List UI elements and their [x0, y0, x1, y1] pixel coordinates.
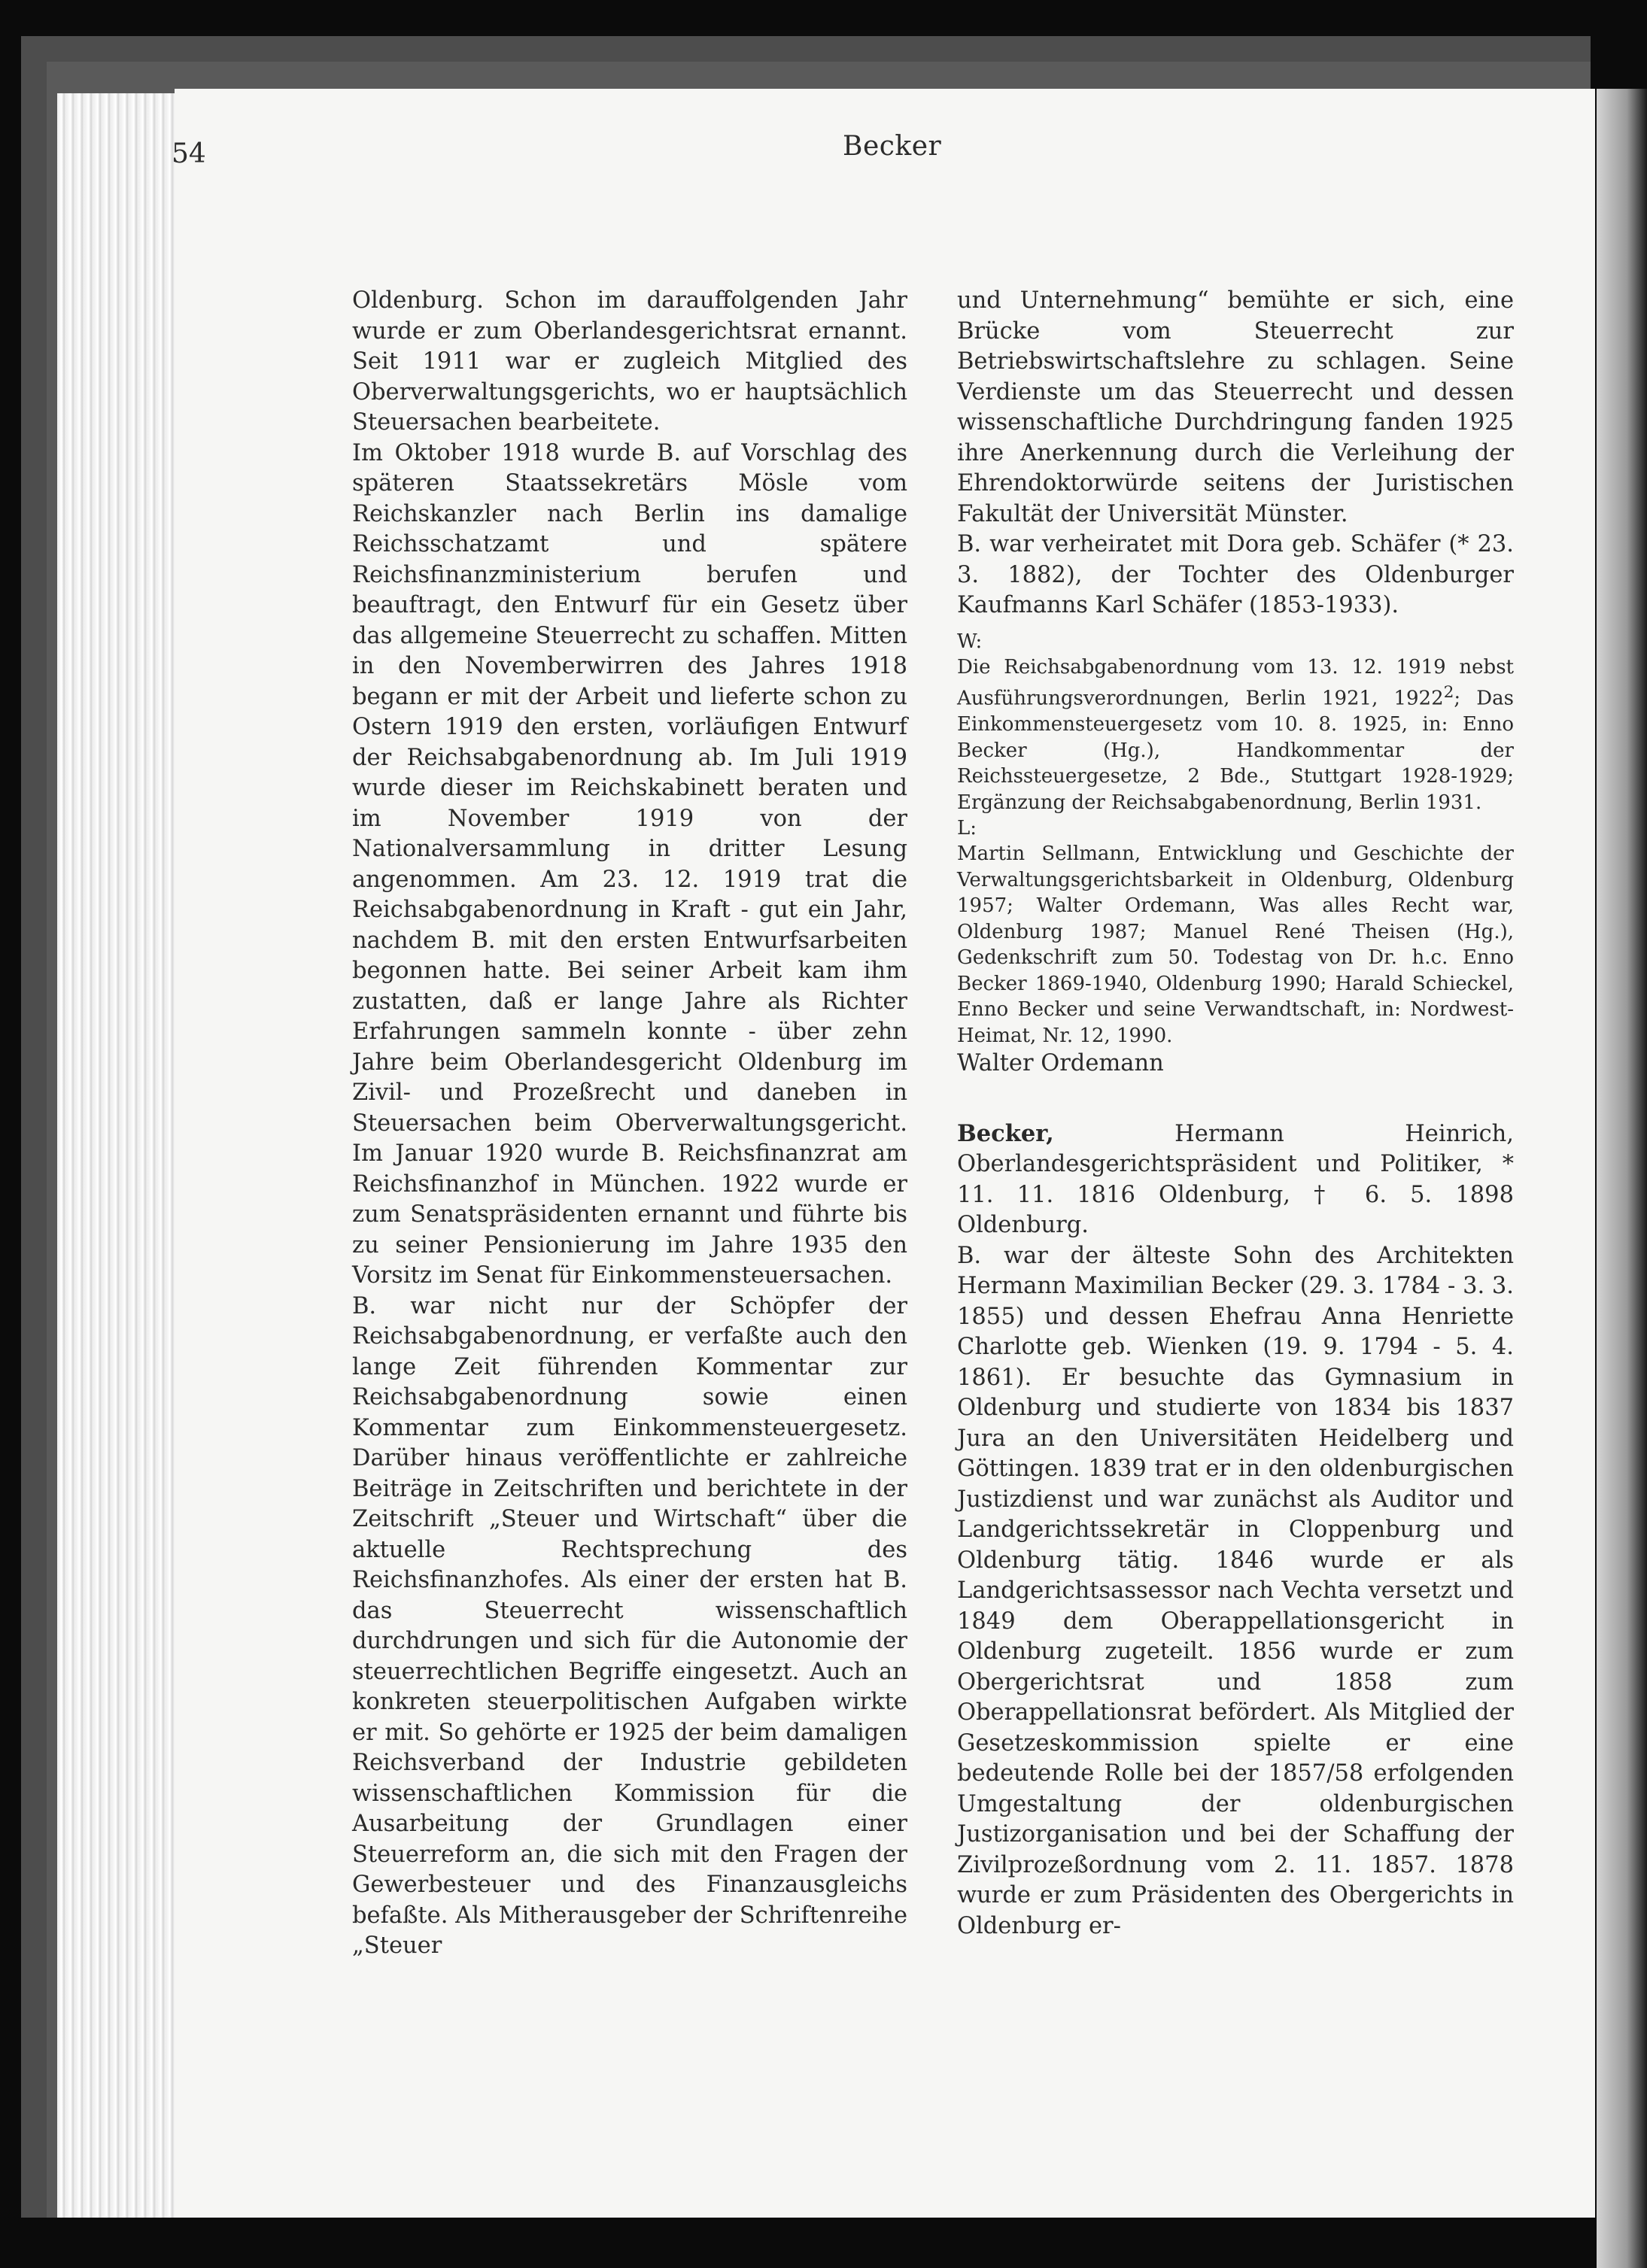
works-text-continued: ; Das Einkommensteuergesetz vom 10. 8. 1925, in: Enno Becker (Hg.), Handkommentar der Reichssteuergesetze, 2 Bde., Stuttgart 1928-1929; Ergänzung der Reichsabgabenordnung, Berlin 1931. [957, 687, 1514, 814]
works-text: Die Reichsabgabenordnung vom 13. 12. 1919 nebst Ausführungsverordnungen, Berlin 1921, 1922 [957, 655, 1514, 710]
spacer [957, 1079, 1514, 1119]
works-list [957, 654, 1514, 816]
paragraph: B. war verheiratet mit Dora geb. Schäfer (* 23. 3. 1882), der Tochter des Oldenburger Kaufmanns Karl Schäfer (1853-1933). [957, 531, 1514, 618]
spacer [957, 621, 1514, 629]
page-number: 54 [172, 138, 206, 169]
running-head: Becker [843, 131, 942, 162]
paragraph: Oldenburg. Schon im darauffolgenden Jahr wurde er zum Oberlandesgerichtsrat ernannt. Seit 1911 war er zugleich Mitglied des Oberverwaltungsgerichts, wo er hauptsächlich Steuersachen bearbeitete. [352, 287, 907, 436]
author-signature: Walter Ordemann [957, 1050, 1164, 1077]
entry-body: B. war der älteste Sohn des Architekten Hermann Maximilian Becker (29. 3. 1784 - 3. 3. 1855) und dessen Ehefrau Anna Henriette Charlotte geb. Wienken (19. 9. 1794 - 5. 4. 1861). Er besuchte das Gymnasium in Oldenburg und studierte von 1834 bis 1837 Jura an den Universitäten Heidelberg und Göttingen. 1839 trat er in den oldenburgischen Justizdienst und war zunächst als Auditor und Landgerichtssekretär in Cloppenburg und Oldenburg tätig. 1846 wurde er als Landgerichtsassessor nach Vechta versetzt und 1849 dem Oberappellationsgericht in Oldenburg zugeteilt. 1856 wurde er zum Obergerichtsrat und 1858 zum Oberappellationsrat befördert. Als Mitglied der Gesetzeskommission spielte er eine bedeutende Rolle bei der 1857/58 erfolgenden Umgestaltung der oldenburgischen Justizorganisation und bei der Schaffung der Zivilprozeßordnung vom 2. 11. 1857. 1878 wurde er zum Präsidenten des Obergerichts in Oldenburg er- [957, 1242, 1514, 1939]
literature-label: L: [957, 817, 977, 840]
literature-list: Martin Sellmann, Entwicklung und Geschichte der Verwaltungsgerichtsbarkeit in Oldenburg, Oldenburg 1957; Walter Ordemann, Was alles Recht war, Oldenburg 1987; Manuel René Theisen (Hg.), Gedenkschrift zum 50. Todestag von Dr. h.c. Enno Becker 1869-1940, Oldenburg 1990; Harald Schieckel, Enno Becker und seine Verwandtschaft, in: Nordwest-Heimat, Nr. 12, 1990. [957, 843, 1514, 1047]
right-column [957, 286, 1514, 1942]
paragraph: und Unternehmung“ bemühte er sich, eine Brücke vom Steuerrecht zur Betriebswirtschaftslehre zu schlagen. Seine Verdienste um das Steuerrecht und dessen wissenschaftliche Durchdringung fanden 1925 ihre Anerkennung durch die Verleihung der Ehrendoktorwürde seitens der Juristischen Fakultät der Universität Münster. [957, 287, 1514, 527]
left-column [352, 286, 907, 1962]
entry-name: Becker, [957, 1119, 1054, 1147]
page-shadow [1597, 89, 1647, 2268]
page-edges [57, 93, 179, 2218]
edition-superscript: 2 [1443, 683, 1454, 702]
entry-intro: Hermann Heinrich, Oberlandesgerichtspräsident und Politiker, * 11. 11. 1816 Oldenburg, † 6. 5. 1898 Oldenburg. [957, 1120, 1514, 1239]
paragraph: Im Oktober 1918 wurde B. auf Vorschlag des späteren Staatssekretärs Mösle vom Reichskanzler nach Berlin ins damalige Reichsschatzamt und spätere Reichsfinanzministerium berufen und beauftragt, den Entwurf für ein Gesetz über das allgemeine Steuerrecht zu schaffen. Mitten in den Novemberwirren des Jahres 1918 begann er mit der Arbeit und lieferte schon zu Ostern 1919 den ersten, vorläufigen Entwurf der Reichsabgabenordnung ab. Im Juli 1919 wurde dieser im Reichskabinett beraten und im November 1919 von der Nationalversammlung in dritter Lesung angenommen. Am 23. 12. 1919 trat die Reichsabgabenordnung in Kraft - gut ein Jahr, nachdem B. mit den ersten Entwurfsarbeiten begonnen hatte. Bei seiner Arbeit kam ihm zustatten, daß er lange Jahre als Richter Erfahrungen sammeln konnte - über zehn Jahre beim Oberlandesgericht Oldenburg im Zivil- und Prozeßrecht und daneben in Steuersachen beim Oberverwaltungsgericht. Im Januar 1920 wurde B. Reichsfinanzrat am Reichsfinanzhof in München. 1922 wurde er zum Senatspräsidenten ernannt und führte bis zu seiner Pensionierung im Jahre 1935 den Vorsitz im Senat für Einkommensteuersachen. [352, 439, 907, 1289]
works-label: W: [957, 630, 983, 653]
works-section [957, 629, 1514, 1049]
paragraph: B. war nicht nur der Schöpfer der Reichsabgabenordnung, er verfaßte auch den lange Zeit führenden Kommentar zur Reichsabgabenordnung sowie einen Kommentar zum Einkommensteuergesetz. Darüber hinaus veröffentlichte er zahlreiche Beiträge in Zeitschriften und berichtete in der Zeitschrift „Steuer und Wirtschaft“ über die aktuelle Rechtsprechung des Reichsfinanzhofes. Als einer der ersten hat B. das Steuerrecht wissenschaftlich durchdrungen und sich für die Autonomie der steuerrechtlichen Begriffe eingesetzt. Auch an konkreten steuerpolitischen Aufgaben wirkte er mit. So gehörte er 1925 der beim damaligen Reichsverband der Industrie gebildeten wissenschaftlichen Kommission für die Ausarbeitung der Grundlagen einer Steuerreform an, die sich mit den Fragen der Gewerbesteuer und des Finanzausgleichs befaßte. Als Mitherausgeber der Schriftenreihe „Steuer [352, 1292, 907, 1959]
entry-heading [957, 1119, 1514, 1241]
